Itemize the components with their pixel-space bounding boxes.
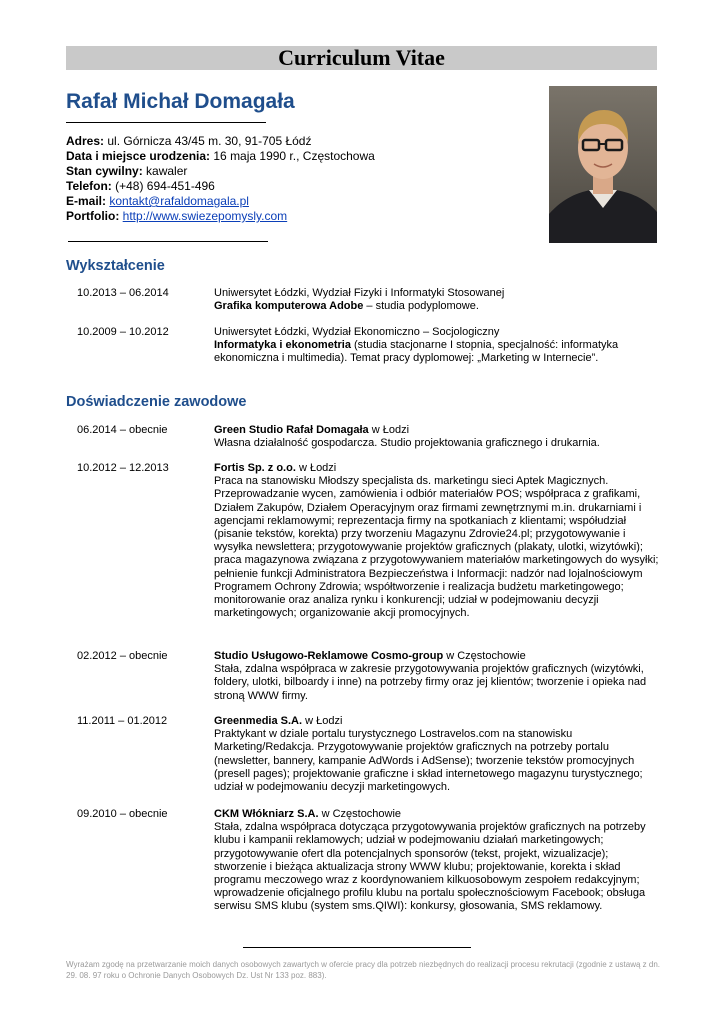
entry-description: Stała, zdalna współpraca w zakresie przygotowywania projektów graficznych (wizytówki, foldery, ulotki, bilboardy i inne) na potrzeby firmy oraz jej klientów; tworzenie i opieka nad stroną WWW firmy.: [214, 663, 647, 702]
entry-body: [214, 808, 659, 914]
entry-date: 10.2012 – 12.2013: [77, 462, 169, 474]
address-value: ul. Górnicza 43/45 m. 30, 91-705 Łódź: [104, 134, 312, 148]
address-label: Adres:: [66, 134, 105, 148]
entry-date: 11.2011 – 01.2012: [77, 715, 168, 727]
consent-clause: Wyrażam zgodę na przetwarzanie moich danych osobowych zawartych w ofercie pracy dla potrzeb niezbędnych do realizacji procesu rekrutacji (zgodnie z ustawą z dn. 29. 08. 97 roku o Ochronie Danych Osobowych Dz. Ust Nr 133 poz. 883).: [66, 960, 660, 980]
email-row: [66, 194, 375, 209]
entry-institution: Uniwersytet Łódzki, Wydział Fizyki i Informatyki Stosowanej: [214, 287, 505, 299]
birth-value: 16 maja 1990 r., Częstochowa: [210, 149, 375, 163]
entry-date: 02.2012 – obecnie: [77, 650, 168, 662]
entry-body: [214, 715, 659, 794]
employer-name: Fortis Sp. z o.o.: [214, 462, 296, 474]
entry-body: [214, 462, 659, 620]
entry-employer: [214, 650, 659, 663]
entry-field: Informatyka i ekonometria: [214, 339, 351, 352]
entry-details: [214, 300, 659, 313]
entry-body: [214, 326, 659, 366]
entry-description: Praktykant w dziale portalu turystycznego Lostravelos.com na stanowisku Marketing/Redakcja. Przygotowywanie projektów graficznych na potrzeby portalu (newsletter, bannery, kampanie AdWords i AdSense); tworzenie tekstów promocyjnych (presell pages); projektowanie graficzne i skład internetowego magazynu turystycznego; udział w podejmowaniu decyzji marketingowych.: [214, 728, 643, 794]
entry-field: Grafika komputerowa Adobe: [214, 300, 364, 313]
phone-label: Telefon:: [66, 179, 112, 193]
contact-block: [66, 134, 375, 224]
employer-name: CKM Włókniarz S.A.: [214, 808, 319, 820]
entry-employer: [214, 715, 659, 728]
entry-date: 09.2010 – obecnie: [77, 808, 168, 820]
employer-location: w Łodzi: [302, 715, 343, 727]
entry-description: (studia stacjonarne I stopnia, specjalność: informatyka ekonomiczna i multimedia). Temat pracy dyplomowej: „Marketing w Internecie”.: [214, 339, 619, 365]
phone-row: [66, 179, 375, 194]
profile-photo-image: [549, 86, 657, 243]
marital-label: Stan cywilny:: [66, 164, 143, 178]
entry-employer: [214, 462, 659, 475]
profile-photo: [549, 86, 657, 243]
email-link[interactable]: kontakt@rafaldomagala.pl: [109, 194, 249, 208]
person-name: Rafał Michał Domagała: [66, 90, 295, 113]
experience-heading: Doświadczenie zawodowe: [66, 394, 247, 410]
email-label: E-mail:: [66, 194, 107, 208]
entry-details: [214, 339, 659, 365]
entry-body: [214, 287, 659, 313]
contact-underline: [68, 241, 268, 242]
entry-date: 06.2014 – obecnie: [77, 424, 168, 436]
birth-label: Data i miejsce urodzenia:: [66, 149, 211, 163]
entry-employer: [214, 808, 659, 821]
footer-divider: [243, 947, 471, 948]
entry-employer: [214, 424, 659, 437]
birth-row: [66, 149, 375, 164]
address-row: [66, 134, 375, 149]
entry-description: Stała, zdalna współpraca dotycząca przygotowywania projektów graficznych na potrzeby klubu i kampanii reklamowych; udział w podejmowaniu działań marketingowych; przygotowywanie ofert dla potencjalnych sponsorów (tekst, projekt, wizualizacje); stworzenie i bieżąca aktualizacja strony WWW klubu; projektowanie, korekta i skład programu meczowego wraz z koordynowaniem kilkuosobowym zespołem redakcyjnym; wprowadzenie oficjalnego profilu klubu na portalu społecznościowym Facebook; obsługa serwisu SMS klubu (system sms.QIWI): konkursy, głosowania, SMS reklamowy.: [214, 821, 646, 913]
education-heading: Wykształcenie: [66, 258, 165, 274]
phone-value: (+48) 694-451-496: [111, 179, 215, 193]
portfolio-row: [66, 209, 375, 224]
portfolio-link[interactable]: http://www.swiezepomysly.com: [122, 209, 288, 223]
entry-description: Własna działalność gospodarcza. Studio projektowania graficznego i drukarnia.: [214, 437, 600, 450]
name-underline: [66, 122, 266, 123]
employer-location: w Łodzi: [295, 462, 337, 474]
employer-location: w Częstochowie: [318, 808, 402, 820]
entry-date: 10.2013 – 06.2014: [77, 287, 169, 299]
employer-name: Greenmedia S.A.: [214, 715, 303, 727]
entry-description: – studia podyplomowe.: [363, 300, 479, 313]
entry-description: Praca na stanowisku Młodszy specjalista ds. marketingu sieci Aptek Magicznych. Przeprowadzanie wycen, zamówienia i odbiór materiałów POS; współpraca z grafikami, Działem Zakupów, Działem Operacyjnym oraz firmami zewnętrznymi m.in. drukarniami i agencjami reklamowymi; reprezentacja firmy na spotkaniach z klientami; współudział (pisanie tekstów, korekta) przy tworzeniu Magazynu Zdrovie24.pl; przygotowywanie i wysyłka newslettera; przygotowywanie projektów graficznych (plakaty, ulotki, wizytówki); praca magazynowa związana z przygotowywaniem materiałów marketingowych do wysyłki; pełnienie funkcji Administratora Bezpieczeństwa i Informacji: nadzór nad lojalnościowym Programem Ochrony Zdrowia; współtworzenie i realizacja budżetu marketingowego; monitorowanie oraz analiza rynku i konkurencji; udział w podejmowaniu decyzji marketingowych; organizowanie akcji promocyjnych.: [214, 475, 659, 620]
employer-location: w Częstochowie: [443, 650, 526, 662]
employer-name: Green Studio Rafał Domagała: [214, 424, 369, 436]
document-title: Curriculum Vitae: [278, 45, 445, 70]
marital-value: kawaler: [142, 164, 188, 178]
entry-institution: Uniwersytet Łódzki, Wydział Ekonomiczno – Socjologiczny: [214, 326, 500, 338]
employer-location: w Łodzi: [368, 424, 410, 436]
employer-name: Studio Usługowo-Reklamowe Cosmo-group: [214, 650, 444, 662]
entry-body: [214, 424, 659, 450]
portfolio-label: Portfolio:: [66, 209, 120, 223]
entry-date: 10.2009 – 10.2012: [77, 326, 169, 338]
entry-body: [214, 650, 659, 703]
marital-row: [66, 164, 375, 179]
